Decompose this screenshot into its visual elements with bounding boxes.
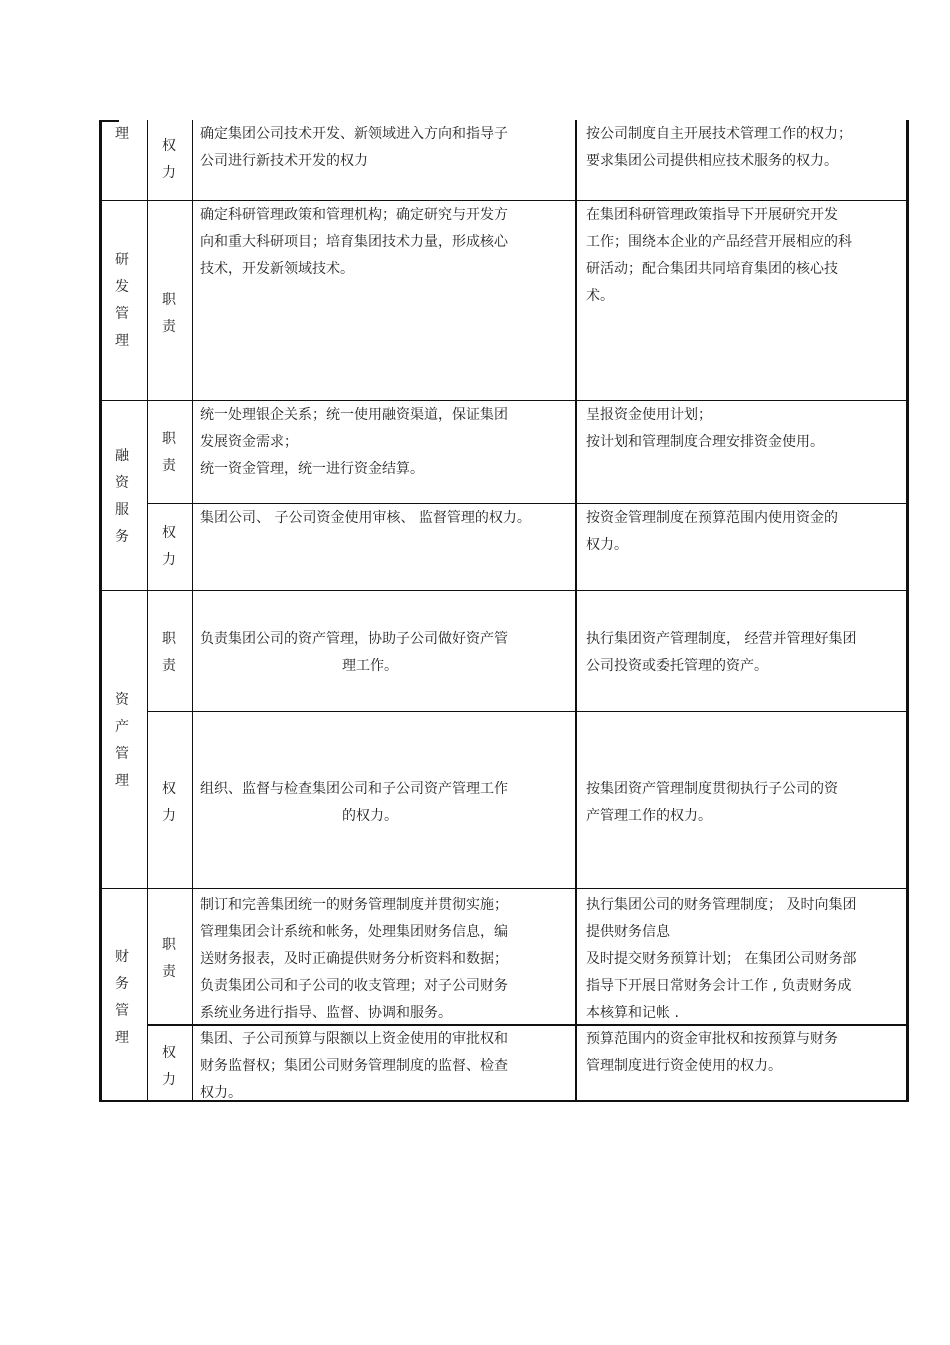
col-divider-type xyxy=(192,120,193,1102)
group-cell-text: 负责集团公司的资产管理，协助子公司做好资产管 xyxy=(200,631,508,647)
table-left-border xyxy=(99,120,102,1102)
row-type-label: 职 责 xyxy=(162,431,176,474)
group-cell-text: 组织、监督与检查集团公司和子公司资产管理工作 xyxy=(200,781,508,797)
section-name-tech-tail: 理 xyxy=(115,126,129,142)
subsidiary-cell-finance-duty: 呈报资金使用计划； 按计划和管理制度合理安排资金使用。 xyxy=(586,407,824,450)
group-cell-rnd-duty: 确定科研管理政策和管理机构；确定研究与开发方 向和重大科研项目；培育集团技术力量，形成核心 技术，开发新领域技术。 xyxy=(200,207,508,277)
group-cell-accounting-duty: 制订和完善集团统一的财务管理制度并贯彻实施； 管理集团会计系统和帐务，处理集团财务信息，编 送财务报表，及时正确提供财务分析资料和数据； 负责集团公司和子公司的收支管理；对子公司财务 系统业务进行指导、监督、协调和服务。 xyxy=(200,897,508,1021)
row-line-3 xyxy=(147,503,909,504)
row-type-label: 权 力 xyxy=(162,138,176,181)
group-cell-accounting-power: 集团、子公司预算与限额以上资金使用的审批权和 财务监督权；集团公司财务管理制度的监督、检查 权力。 xyxy=(200,1031,508,1101)
group-cell-finance-power: 集团公司、 子公司资金使用审核、 监督管理的权力。 xyxy=(200,510,531,526)
subsidiary-cell-accounting-power: 预算范围内的资金审批权和按预算与财务 管理制度进行资金使用的权力。 xyxy=(586,1031,838,1074)
group-cell-asset-power xyxy=(200,776,540,830)
section-name-accounting: 财 务 管 理 xyxy=(115,949,129,1046)
row-type-label: 职 责 xyxy=(162,292,176,335)
table-right-border xyxy=(906,120,909,1102)
section-name-finance-service: 融 资 服 务 xyxy=(115,448,129,545)
row-type-label: 权 力 xyxy=(162,781,176,824)
group-cell-tech-power: 确定集团公司技术开发、新领域进入方向和指导子 公司进行新技术开发的权力 xyxy=(200,126,508,169)
row-line-2 xyxy=(99,400,909,401)
responsibility-table xyxy=(99,120,910,1102)
group-cell-finance-duty: 统一处理银企关系；统一使用融资渠道，保证集团 发展资金需求； 统一资金管理，统一进行资金结算。 xyxy=(200,407,508,477)
row-type-label: 职 责 xyxy=(162,631,176,674)
col-divider-name xyxy=(147,120,148,1102)
group-cell-text-tail: 理工作。 xyxy=(342,658,398,674)
subsidiary-cell-finance-power: 按资金管理制度在预算范围内使用资金的 权力。 xyxy=(586,510,838,553)
row-line-5 xyxy=(147,711,909,712)
col-divider-group xyxy=(575,120,577,1102)
row-type-label: 职 责 xyxy=(162,937,176,980)
subsidiary-cell-tech-power: 按公司制度自主开展技术管理工作的权力； 要求集团公司提供相应技术服务的权力。 xyxy=(586,126,852,169)
subsidiary-cell-accounting-duty: 执行集团公司的财务管理制度； 及时向集团 提供财务信息 及时提交财务预算计划； 在集团公司财务部 指导下开展日常财务会计工作 , 负责财务成 本核算和记帐 . xyxy=(586,897,857,1021)
row-line-1 xyxy=(99,200,909,201)
subsidiary-cell-rnd-duty: 在集团科研管理政策指导下开展研究开发 工作；围绕本企业的产品经营开展相应的科 研活动；配合集团共同培育集团的核心技 术。 xyxy=(586,207,852,304)
subsidiary-cell-asset-duty: 执行集团资产管理制度， 经营并管理好集团 公司投资或委托管理的资产。 xyxy=(586,631,857,674)
row-type-label: 权 力 xyxy=(162,525,176,568)
row-type-label: 权 力 xyxy=(162,1045,176,1088)
row-line-4 xyxy=(99,590,909,591)
section-name-asset: 资 产 管 理 xyxy=(115,692,129,789)
subsidiary-cell-asset-power: 按集团资产管理制度贯彻执行子公司的资 产管理工作的权力。 xyxy=(586,781,838,824)
group-cell-text-tail: 的权力。 xyxy=(342,808,398,824)
section-name-rnd: 研 发 管 理 xyxy=(115,252,129,349)
group-cell-asset-duty xyxy=(200,626,540,680)
row-line-6 xyxy=(99,888,909,889)
